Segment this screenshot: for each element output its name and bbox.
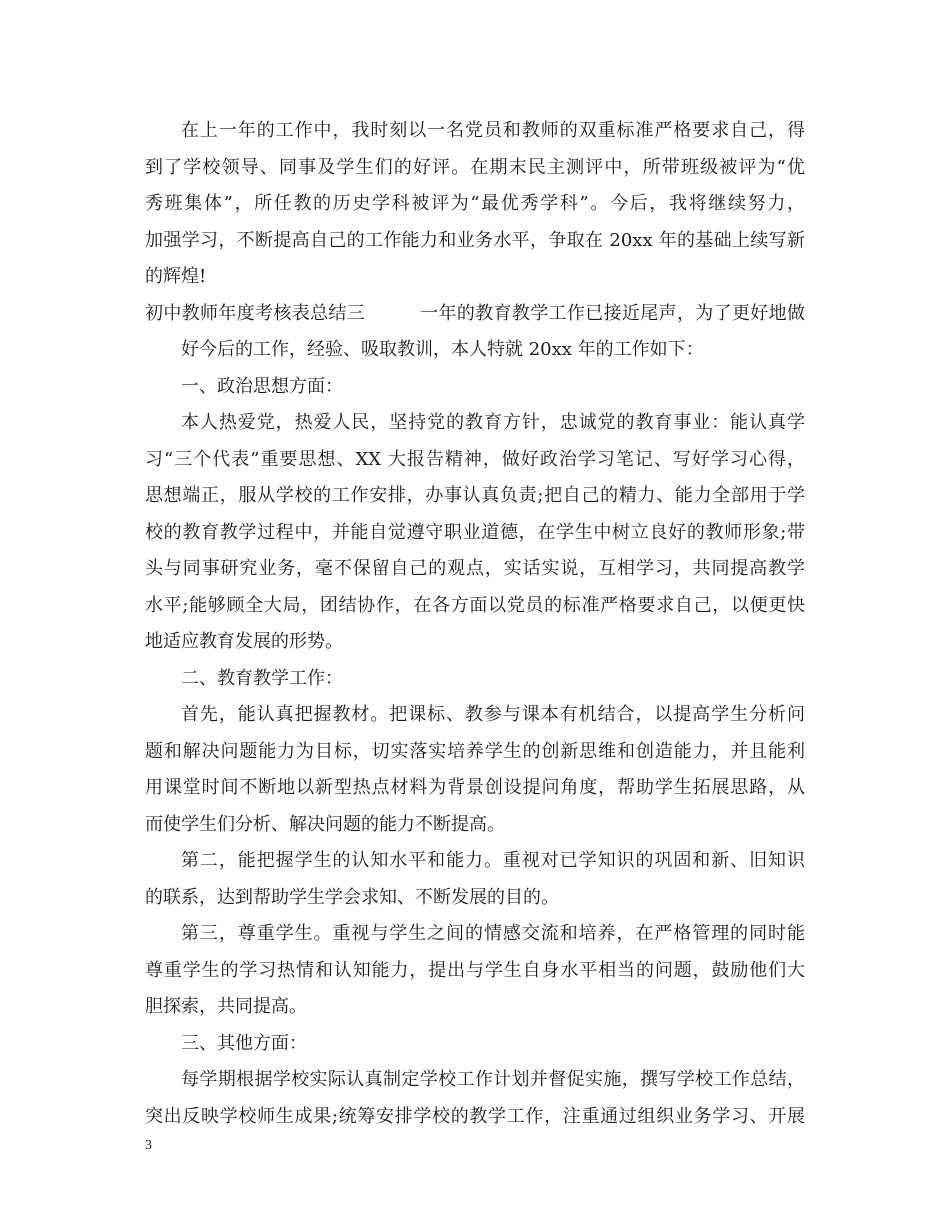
paragraph-line: 好今后的工作，经验、吸取教训，本人特就 20xx 年的工作如下：: [181, 339, 704, 360]
paragraph-line: 到了学校领导、同事及学生们的好评。在期末民主测评中，所带班级被评为“优: [145, 156, 805, 178]
section-heading: 二、教育教学工作：: [181, 667, 343, 689]
paragraph-line: 加强学习，不断提高自己的工作能力和业务水平，争取在 20xx 年的基础上续写新: [145, 229, 805, 251]
paragraph-line: 的联系，达到帮助学生学会求知、不断发展的目的。: [145, 886, 559, 908]
paragraph-line: 思想端正，服从学校的工作安排，办事认真负责;把自己的精力、能力全部用于学: [145, 485, 805, 506]
document-body: [145, 113, 805, 1135]
paragraph-line: 头与同事研究业务，毫不保留自己的观点，实话实说，互相学习，共同提高教学: [145, 558, 805, 579]
paragraph-line: 本人热爱党，热爱人民，坚持党的教育方针，忠诚党的教育事业：能认真学: [181, 412, 805, 433]
paragraph-line: 秀班集体”，所任教的历史学科被评为“最优秀学科”。今后，我将继续努力，: [145, 193, 805, 214]
section-heading: 一、政治思想方面：: [181, 375, 343, 397]
paragraph-line: 地适应教育发展的形势。: [145, 631, 343, 652]
paragraph-line: 每学期根据学校实际认真制定学校工作计划并督促实施，撰写学校工作总结，: [181, 1069, 805, 1090]
paragraph-line: 题和解决问题能力为目标，切实落实培养学生的创新思维和创造能力，并且能利: [145, 740, 805, 762]
paragraph-line: 而使学生们分析、解决问题的能力不断提高。: [145, 813, 505, 835]
paragraph-line: 习“三个代表”重要思想、XX 大报告精神，做好政治学习笔记、写好学习心得，: [145, 448, 805, 470]
paragraph-line: 第三，尊重学生。重视与学生之间的情感交流和培养，在严格管理的同时能: [181, 923, 805, 944]
paragraph-line: 胆探索，共同提高。: [145, 996, 307, 1017]
paragraph-line: 首先，能认真把握教材。把课标、教参与课本有机结合，以提高学生分析问: [181, 704, 805, 725]
paragraph-line: 水平;能够顾全大局，团结协作，在各方面以党员的标准严格要求自己，以便更快: [145, 594, 805, 616]
paragraph-line: 突出反映学校师生成果;统筹安排学校的教学工作，注重通过组织业务学习、开展: [145, 1105, 805, 1127]
section-title-line: 初中教师年度考核表总结三 一年的教育教学工作已接近尾声，为了更好地做: [145, 302, 805, 324]
paragraph-line: 在上一年的工作中，我时刻以一名党员和教师的双重标准严格要求自己，得: [181, 120, 805, 141]
paragraph-line: 的辉煌!: [145, 266, 207, 287]
paragraph-line: 校的教育教学过程中，并能自觉遵守职业道德，在学生中树立良好的教师形象;带: [145, 521, 805, 543]
paragraph-line: 第二，能把握学生的认知水平和能力。重视对已学知识的巩固和新、旧知识: [181, 850, 805, 871]
paragraph-line: 用课堂时间不断地以新型热点材料为背景创设提问角度，帮助学生拓展思路，从: [145, 777, 805, 798]
page-number: 3: [145, 1138, 152, 1153]
section-heading: 三、其他方面：: [181, 1032, 307, 1054]
paragraph-line: 尊重学生的学习热情和认知能力，提出与学生自身水平相当的问题，鼓励他们大: [145, 959, 805, 981]
